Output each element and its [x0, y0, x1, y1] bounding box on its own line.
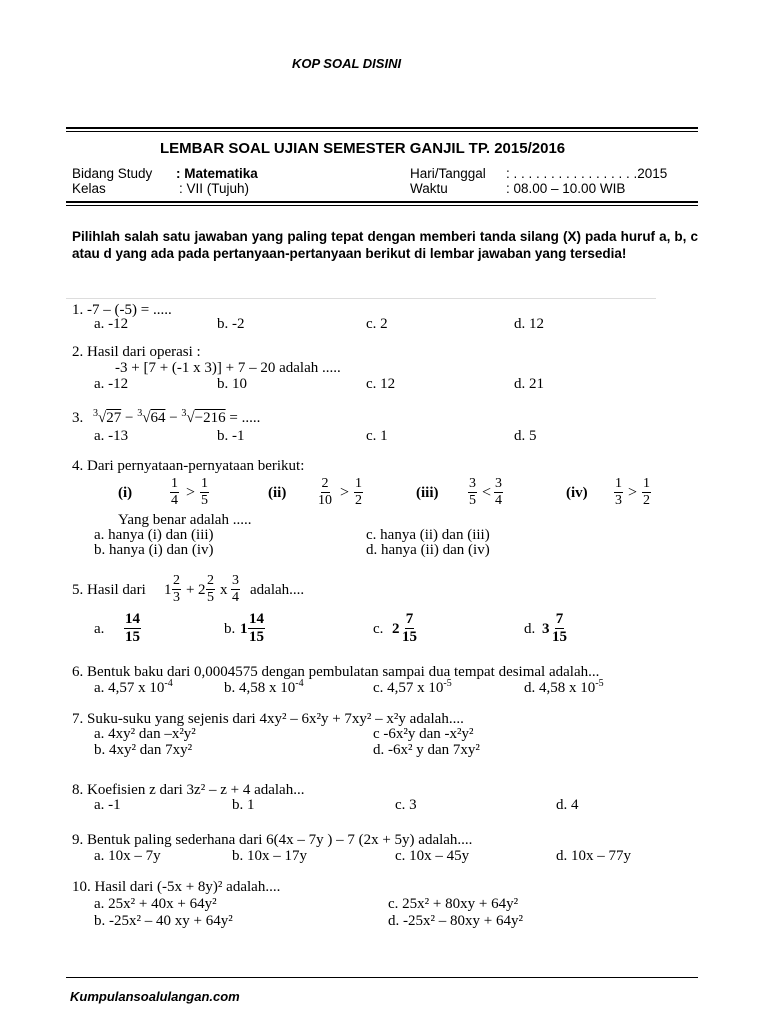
q4-s2-frac-1 [318, 477, 332, 508]
footer-rule [66, 977, 698, 978]
q10-option-d: d. -25x² – 80xy + 64y² [388, 913, 523, 929]
q10-stem: 10. Hasil dari (-5x + 8y)² adalah.... [72, 879, 281, 895]
kelas-label: Kelas [72, 181, 106, 196]
q5-number: 5. Hasil dari [72, 582, 146, 598]
q1-option-a: a. -12 [94, 316, 129, 332]
q1-stem: 1. -7 – (-5) = ..... [72, 302, 172, 318]
q9-option-b: b. 10x – 17y [232, 848, 307, 864]
q5-option-b-label: b. [224, 621, 236, 637]
q4-s1-frac-1 [170, 477, 179, 508]
q3-cube-root-3: $^3$√−216 [181, 408, 226, 426]
header-rule-bottom-thin [66, 205, 698, 206]
q5-b-numerator: 14 [249, 611, 264, 627]
q4-s3-n2: 3 [495, 476, 502, 491]
q4-s2-operator: > [340, 484, 350, 501]
hari-value: : . . . . . . . . . . . . . . . . .2015 [506, 166, 668, 181]
q7-option-b: b. 4xy² dan 7xy² [94, 742, 193, 758]
q3-option-d: d. 5 [514, 428, 537, 444]
q6-b-base: x 10 [269, 680, 296, 696]
header-rule-bottom [66, 201, 698, 203]
q9-stem: 9. Bentuk paling sederhana dari 6(4x – 7y ) – 7 (2x + 5y) adalah.... [72, 832, 473, 848]
q2-expression: -3 + [7 + (-1 x 3)] + 7 – 20 adalah ..... [115, 360, 341, 376]
q4-s4-label: (iv) [566, 485, 588, 501]
q4-option-a: a. hanya (i) dan (iii) [94, 527, 214, 543]
q4-s3-n1: 3 [469, 476, 476, 491]
q6-c-base: x 10 [417, 680, 444, 696]
q5-d2: 5 [207, 590, 214, 605]
q4-s3-operator: < [482, 484, 492, 501]
q2-option-d: d. 21 [514, 376, 544, 392]
page-title: LEMBAR SOAL UJIAN SEMESTER GANJIL TP. 2015/2016 [160, 140, 566, 157]
q7-option-c: c -6x²y dan -x²y² [373, 726, 474, 742]
q4-s3-d1: 5 [469, 493, 476, 508]
q4-s4-n1: 1 [615, 476, 622, 491]
q6-stem: 6. Bentuk baku dari 0,0004575 dengan pembulatan sampai dua tempat desimal adalah... [72, 664, 600, 680]
q1-option-d: d. 12 [514, 316, 544, 332]
q4-s1-d1: 4 [171, 493, 178, 508]
q5-times: x [220, 582, 228, 598]
q3-minus-1: − [124, 410, 134, 426]
q8-option-d: d. 4 [556, 797, 579, 813]
hari-label: Hari/Tanggal [410, 166, 486, 181]
q6-d-base: x 10 [569, 680, 596, 696]
q4-s4-d2: 2 [643, 493, 650, 508]
q1-option-c: c. 2 [366, 316, 388, 332]
q5-whole-1: 1 [164, 582, 172, 598]
waktu-label: Waktu [410, 181, 448, 196]
q5-a-denominator: 15 [125, 629, 140, 645]
q5-option-a-label: a. [94, 621, 105, 637]
q2-option-b: b. 10 [217, 376, 247, 392]
q3-option-b: b. -1 [217, 428, 245, 444]
q3-minus-2: − [169, 410, 178, 426]
q5-frac-1 [172, 574, 181, 605]
q6-a-exponent: -4 [164, 678, 173, 689]
q5-plus: + [186, 582, 195, 598]
q5-c-numerator: 7 [405, 611, 414, 627]
q9-option-d: d. 10x – 77y [556, 848, 631, 864]
q2-stem: 2. Hasil dari operasi : [72, 344, 201, 360]
q4-s3-d2: 4 [495, 493, 502, 508]
q2-option-a: a. -12 [94, 376, 129, 392]
kelas-value: : VII (Tujuh) [179, 181, 250, 196]
q3-cube-root-2: $^3$√64 [137, 408, 166, 426]
q4-option-c: c. hanya (ii) dan (iii) [366, 527, 490, 543]
q5-option-d-frac [552, 612, 567, 645]
q5-option-c-label: c. [373, 621, 384, 637]
q5-whole-2: 2 [198, 582, 206, 598]
footer-site: Kumpulansoalulangan.com [70, 989, 240, 1004]
q4-s1-label: (i) [118, 485, 133, 501]
q6-c-mantissa: c. 4,57 [373, 680, 414, 696]
q6-option-c [373, 680, 452, 697]
q5-option-c-whole: 2 [392, 621, 400, 637]
q6-b-exponent: -4 [295, 678, 304, 689]
q3-radicand-3: −216 [194, 410, 226, 426]
q5-d3: 4 [232, 590, 239, 605]
q6-d-mantissa: d. 4,58 [524, 680, 566, 696]
q3-number: 3. [72, 410, 84, 426]
q4-s2-n2: 1 [355, 476, 362, 491]
q5-frac-3 [231, 574, 240, 605]
q5-b-denominator: 15 [249, 629, 264, 645]
q4-s1-frac-2 [200, 477, 209, 508]
bidang-label: Bidang Study [72, 166, 153, 181]
q4-s2-label: (ii) [268, 485, 287, 501]
q5-a-numerator: 14 [125, 611, 140, 627]
q4-s4-frac-2 [642, 477, 651, 508]
q9-option-c: c. 10x – 45y [395, 848, 470, 864]
q3-stem [72, 410, 260, 427]
q5-d-numerator: 7 [555, 611, 564, 627]
q3-option-c: c. 1 [366, 428, 388, 444]
q8-option-a: a. -1 [94, 797, 121, 813]
kop-soal-header: KOP SOAL DISINI [292, 56, 402, 71]
q3-radicand-2: 64 [150, 410, 166, 426]
q9-option-a: a. 10x – 7y [94, 848, 161, 864]
q3-radicand-1: 27 [106, 410, 122, 426]
q4-s2-n1: 2 [321, 476, 329, 491]
q6-option-b [224, 680, 304, 697]
q4-s2-d2: 2 [355, 493, 362, 508]
q5-d-denominator: 15 [552, 629, 567, 645]
instructions: Pilihlah salah satu jawaban yang paling tepat dengan memberi tanda silang (X) pada huruf a, b, c atau d yang ada pada pertanyaan-pertanyaan berikut di lembar jawaban yang tersedia! [72, 229, 698, 261]
q4-s1-d2: 5 [201, 493, 208, 508]
header-rule-top [66, 127, 698, 129]
q5-option-d-label: d. [524, 621, 536, 637]
q4-s1-operator: > [186, 484, 196, 501]
q6-c-exponent: -5 [443, 678, 452, 689]
q3-option-a: a. -13 [94, 428, 129, 444]
q4-s3-label: (iii) [416, 485, 439, 501]
q4-s1-n1: 1 [171, 476, 178, 491]
q4-s2-d1: 10 [318, 493, 332, 508]
q5-option-d-whole: 3 [542, 621, 550, 637]
q5-option-b-frac [248, 612, 265, 645]
q6-a-base: x 10 [138, 680, 165, 696]
q2-option-c: c. 12 [366, 376, 396, 392]
q8-option-c: c. 3 [395, 797, 417, 813]
q1-option-b: b. -2 [217, 316, 245, 332]
q5-tail: adalah.... [250, 582, 305, 598]
q4-s1-n2: 1 [201, 476, 208, 491]
q6-a-mantissa: a. 4,57 [94, 680, 135, 696]
q8-option-b: b. 1 [232, 797, 255, 813]
q7-option-a: a. 4xy² dan –x²y² [94, 726, 196, 742]
q7-option-d: d. -6x² y dan 7xy² [373, 742, 480, 758]
q6-b-mantissa: b. 4,58 [224, 680, 266, 696]
q5-option-c-frac [402, 612, 417, 645]
q10-option-c: c. 25x² + 80xy + 64y² [388, 896, 519, 912]
q4-s4-frac-1 [614, 477, 623, 508]
q7-stem: 7. Suku-suku yang sejenis dari 4xy² – 6x²y + 7xy² – x²y adalah.... [72, 711, 464, 727]
q6-d-exponent: -5 [595, 678, 604, 689]
q5-n2: 2 [207, 573, 214, 588]
q5-n1: 2 [173, 573, 180, 588]
waktu-value: : 08.00 – 10.00 WIB [506, 181, 626, 196]
q4-s3-frac-1 [468, 477, 477, 508]
q4-s2-frac-2 [354, 477, 363, 508]
q5-n3: 3 [232, 573, 239, 588]
q3-cube-root-1: $^3$√27 [93, 408, 122, 426]
questions-top-line [66, 298, 656, 299]
q4-prompt: Yang benar adalah ..... [118, 512, 252, 528]
q6-option-d [524, 680, 604, 697]
q4-s4-n2: 1 [643, 476, 650, 491]
q3-tail: = ..... [229, 410, 261, 426]
q10-option-b: b. -25x² – 40 xy + 64y² [94, 913, 233, 929]
q5-c-denominator: 15 [402, 629, 417, 645]
q4-stem: 4. Dari pernyataan-pernyataan berikut: [72, 458, 305, 474]
q4-s4-d1: 3 [615, 493, 622, 508]
q4-s4-operator: > [628, 484, 638, 501]
q5-option-b-whole: 1 [240, 621, 248, 637]
q5-frac-2 [206, 574, 215, 605]
q4-s3-frac-2 [494, 477, 503, 508]
q8-stem: 8. Koefisien z dari 3z² – z + 4 adalah... [72, 782, 305, 798]
bidang-value: : Matematika [176, 166, 258, 181]
q4-option-d: d. hanya (ii) dan (iv) [366, 542, 490, 558]
q6-option-a [94, 680, 173, 697]
q4-option-b: b. hanya (i) dan (iv) [94, 542, 214, 558]
q5-option-a-frac [124, 612, 141, 645]
header-rule-top-thin [66, 131, 698, 132]
q5-d1: 3 [173, 590, 180, 605]
q10-option-a: a. 25x² + 40x + 64y² [94, 896, 217, 912]
